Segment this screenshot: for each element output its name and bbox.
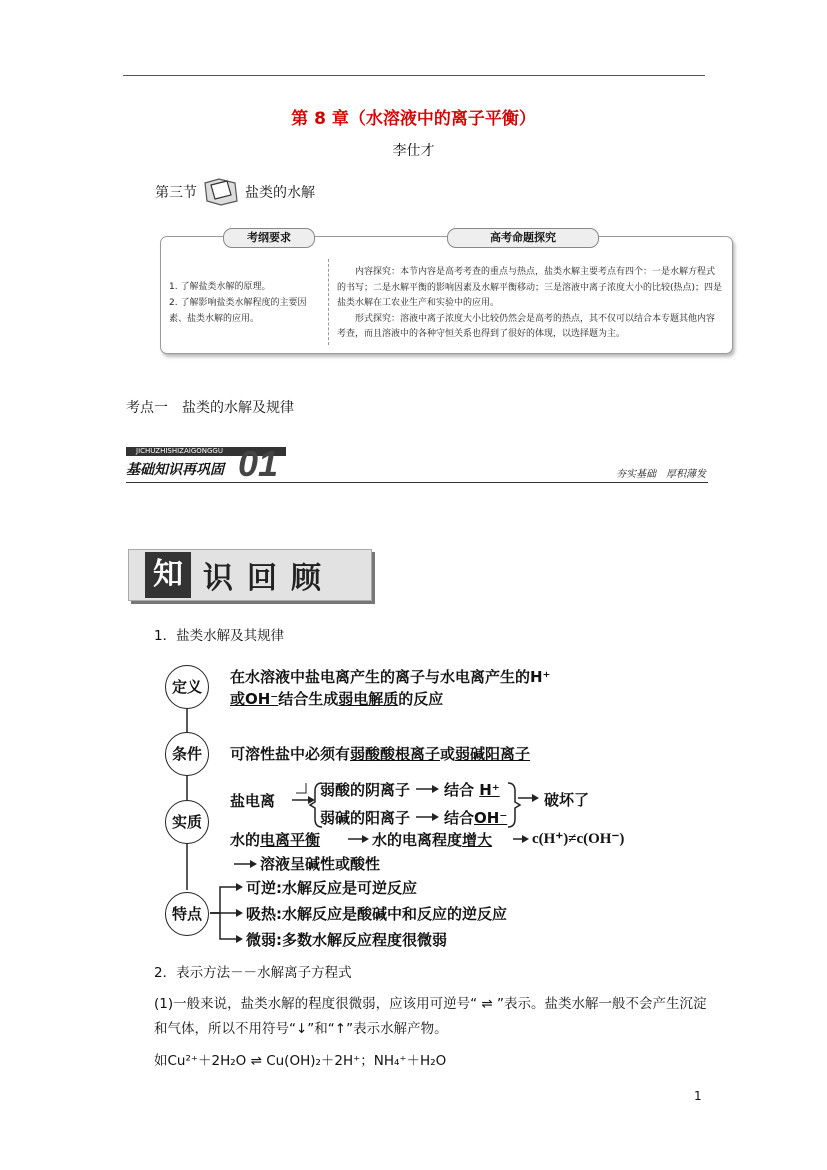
degree-label: 水的电离程度 [372,831,463,849]
knowledge-review-rest: 识回顾 [203,561,335,596]
node-feature: 特点 [165,892,209,936]
top-rule [123,75,705,76]
weak-base-cation: 弱碱阳离子 [455,745,531,763]
hydrolysis-concept-diagram [150,655,710,955]
topic-heading: 考点一 盐类的水解及规律 [126,400,294,416]
feature-reversible: 可逆:水解反应是可逆反应 [246,879,417,897]
essence-degree [372,829,492,850]
section-banner [126,445,708,483]
section-heading [155,177,315,207]
banner-rule [126,482,708,483]
essence-destroy: 破坏了 [544,791,590,809]
book-icon [201,177,241,207]
degree-increase: 增大 [462,831,493,849]
weak-acid-anion: 弱酸酸根离子 [350,745,441,763]
definition-end: 的反应 [398,690,444,708]
node-definition: 定义 [165,665,209,709]
oh-ion-2: OH⁻ [474,809,508,827]
paragraph-reversible-sign: (1)一般来说，盐类水解的程度很微弱，应该用可逆号“ ⇌ ”表示。盐类水解一般不会产生沉淀和气体，所以不用符号“↓”和“↑”表示水解产物。 [154,996,707,1037]
weak-electrolyte: 弱电解质 [338,690,399,708]
node-essence: 实质 [165,800,209,844]
chapter-title: 第 8 章（水溶液中的离子平衡） [291,109,536,129]
essence-weak-acid-anion: 弱酸的阴离子 [320,781,411,799]
definition-line1: 在水溶液中盐电离产生的离子与水电离产生的H⁺ [230,668,551,686]
requirements-title: 考纲要求 [223,228,315,248]
essence-salt-ionize: 盐电离 [230,792,276,810]
section-prefix: 第三节 [155,185,197,201]
box-divider [328,259,329,345]
condition-prefix: 可溶性盐中必须有 [230,745,351,763]
condition-text [230,743,530,764]
knowledge-review-banner [128,549,372,601]
requirement-item: 1. 了解盐类水解的原理。 [169,282,271,292]
knowledge-review-first-char: 知 [145,552,191,598]
requirement-item: 2. 了解影响盐类水解程度的主要因素、盐类水解的应用。 [169,298,307,324]
banner-pinyin: JICHUZHISHIZAIGONGGU [126,447,286,456]
paragraph-example: 如Cu²⁺＋2H₂O ⇌ Cu(OH)₂＋2H⁺；NH₄⁺＋H₂O [154,1053,447,1069]
essence-water-equilibrium [230,829,320,850]
node-condition: 条件 [165,732,209,776]
page-number: 1 [694,1089,702,1103]
exam-analysis-title: 高考命题探究 [447,228,599,248]
essence-weak-base-cation: 弱碱的阳离子 [320,809,411,827]
feature-weak: 微弱:多数水解反应程度很微弱 [246,931,447,949]
heading-ionic-equation: 2．表示方法－－水解离子方程式 [154,965,352,981]
exam-analysis-text [337,265,723,343]
combine-label: 结合 [444,781,475,799]
section-name: 盐类的水解 [245,185,315,201]
banner-motto: 夯实基础 厚积薄发 [616,469,706,480]
banner-label: 基础知识再巩固 [126,462,224,478]
condition-or: 或 [440,745,456,763]
requirements-list [169,279,319,327]
water-label: 水的 [230,831,261,849]
definition-line2 [230,688,443,709]
essence-inequality: c(H⁺)≠c(OH⁻) [532,831,625,847]
definition-combine: 结合生成 [278,690,339,708]
exam-analysis-item: 形式探究：溶液中离子浓度大小比较仍然会是高考的热点，其不仅可以结合本专题其他内容考查，而且溶液中的各种守恒关系也得到了很好的体现，以选择题为主。 [337,313,716,340]
heading-hydrolysis-rules: 1．盐类水解及其规律 [154,628,285,644]
ionization-equilibrium: 电离平衡 [260,831,321,849]
exam-analysis-item: 内容探究：本节内容是高考考查的重点与热点，盐类水解主要考点有四个：一是水解方程式的书写；二是水解平衡的影响因素及水解平衡移动；三是溶液中离子浓度大小的比较(热点)；四是盐类水解在工农业生产和实验中的应用。 [337,267,723,309]
combine-label: 结合 [444,809,475,827]
feature-endothermic: 吸热:水解反应是酸碱中和反应的逆反应 [246,905,508,923]
essence-result: 溶液呈碱性或酸性 [260,855,381,873]
banner-number: 01 [238,443,279,484]
essence-combine-h [444,779,500,800]
h-ion: H⁺ [479,781,500,799]
author: 李仕才 [392,143,435,159]
requirements-box [160,231,733,354]
essence-combine-oh [444,807,507,828]
oh-ion: 或OH⁻ [230,690,279,708]
